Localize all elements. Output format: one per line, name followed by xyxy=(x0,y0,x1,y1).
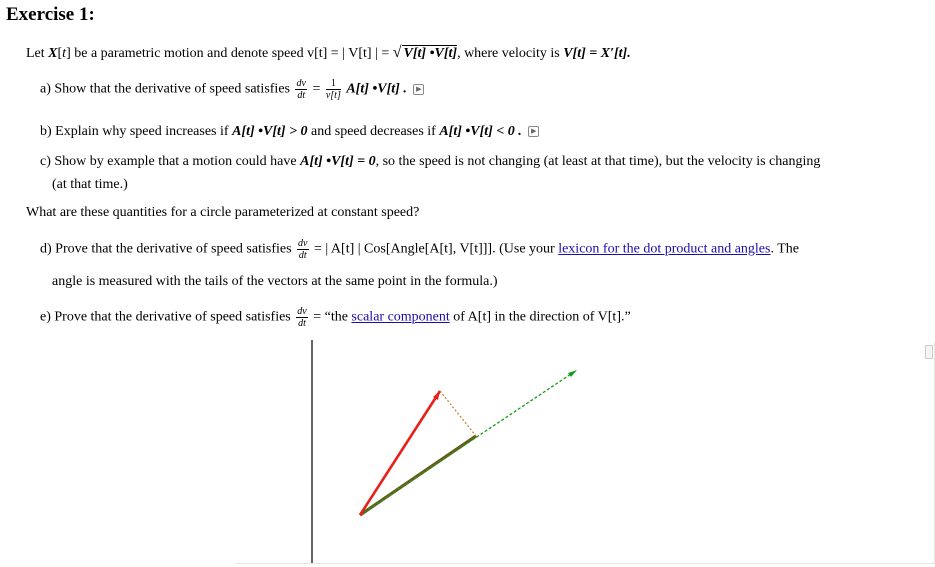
play-icon[interactable]: ▶ xyxy=(528,126,539,137)
frac-den: dt xyxy=(297,90,306,101)
part-a xyxy=(40,78,424,101)
frac-den: v[t] xyxy=(325,90,341,101)
drop-line xyxy=(440,391,476,436)
frac-den: dt xyxy=(298,318,306,329)
part-b-formula-1: A[t] •V[t] > 0 xyxy=(232,124,308,139)
intro-sqrt: V[t] •V[t] xyxy=(403,46,458,61)
part-c-formula: A[t] •V[t] = 0 xyxy=(300,154,376,169)
velocity-arrowhead xyxy=(568,370,577,377)
part-b-text-2: and speed decreases if xyxy=(307,124,440,139)
vector-figure xyxy=(300,335,620,565)
intro-bracket: [ xyxy=(57,46,63,61)
part-e-text-2: of A[t] in the direction of V[t].” xyxy=(449,309,631,325)
part-c-text-2: , so the speed is not changing (at least at that time), but the velocity is changing xyxy=(375,154,821,169)
intro-line: Let X[t] be a parametric motion and denote speed v[t] = | V[t] | = √ V[t] •V[t], where velocity is V[t] = X′[t]. xyxy=(26,44,631,61)
frac-num: dv xyxy=(297,306,307,317)
scroll-handle[interactable] xyxy=(925,345,933,359)
part-b-formula-2: A[t] •V[t] < 0 . xyxy=(439,124,522,139)
play-icon[interactable]: ▶ xyxy=(413,84,424,95)
part-e-text: e) Prove that the derivative of speed satisfies xyxy=(40,309,295,325)
part-a-text: a) Show that the derivative of speed satisfies xyxy=(40,81,294,97)
one-over-v-fraction xyxy=(326,78,341,101)
part-e-formula: = “the xyxy=(313,309,352,325)
dv-dt-fraction xyxy=(295,78,306,101)
frac-num: dv xyxy=(296,78,306,89)
intro-text-2: ] be a parametric motion and denote speed v[t] = | V[t] | = xyxy=(66,46,393,61)
part-e xyxy=(40,306,631,329)
scalar-component-link[interactable]: scalar component xyxy=(351,309,450,325)
dv-dt-fraction xyxy=(296,306,307,329)
part-a-formula: A[t] •V[t] . xyxy=(346,81,407,97)
intro-text-1: Let xyxy=(26,46,49,61)
part-d-formula: = | A[t] | Cos[Angle[A[t], V[t]]]. (Use your xyxy=(314,241,559,257)
frac-num: dv xyxy=(298,238,308,249)
frac-num: 1 xyxy=(326,78,341,90)
equals: = xyxy=(312,81,321,97)
intro-t: t xyxy=(62,46,67,61)
part-d-text-2: . The xyxy=(770,241,799,257)
part-c-text: c) Show by example that a motion could have xyxy=(40,154,301,169)
part-d xyxy=(40,238,799,261)
part-c-line2: (at that time.) xyxy=(52,177,128,192)
intro-text-3: , where velocity is xyxy=(457,46,564,61)
lexicon-link[interactable]: lexicon for the dot product and angles xyxy=(558,241,771,257)
frac-den: dt xyxy=(298,250,307,261)
dv-dt-fraction xyxy=(297,238,308,261)
part-b-text: b) Explain why speed increases if xyxy=(40,124,233,139)
part-d-line2: angle is measured with the tails of the vectors at the same point in the formula.) xyxy=(52,274,498,289)
part-c xyxy=(40,154,820,170)
question-text: What are these quantities for a circle parameterized at constant speed? xyxy=(26,205,420,220)
part-d-text: d) Prove that the derivative of speed satisfies xyxy=(40,241,296,257)
part-b xyxy=(40,124,539,140)
intro-velocity: V[t] = X′[t]. xyxy=(563,46,631,61)
exercise-title: Exercise 1: xyxy=(6,4,95,25)
acceleration-vector xyxy=(360,391,440,515)
intro-X: X xyxy=(48,46,58,61)
